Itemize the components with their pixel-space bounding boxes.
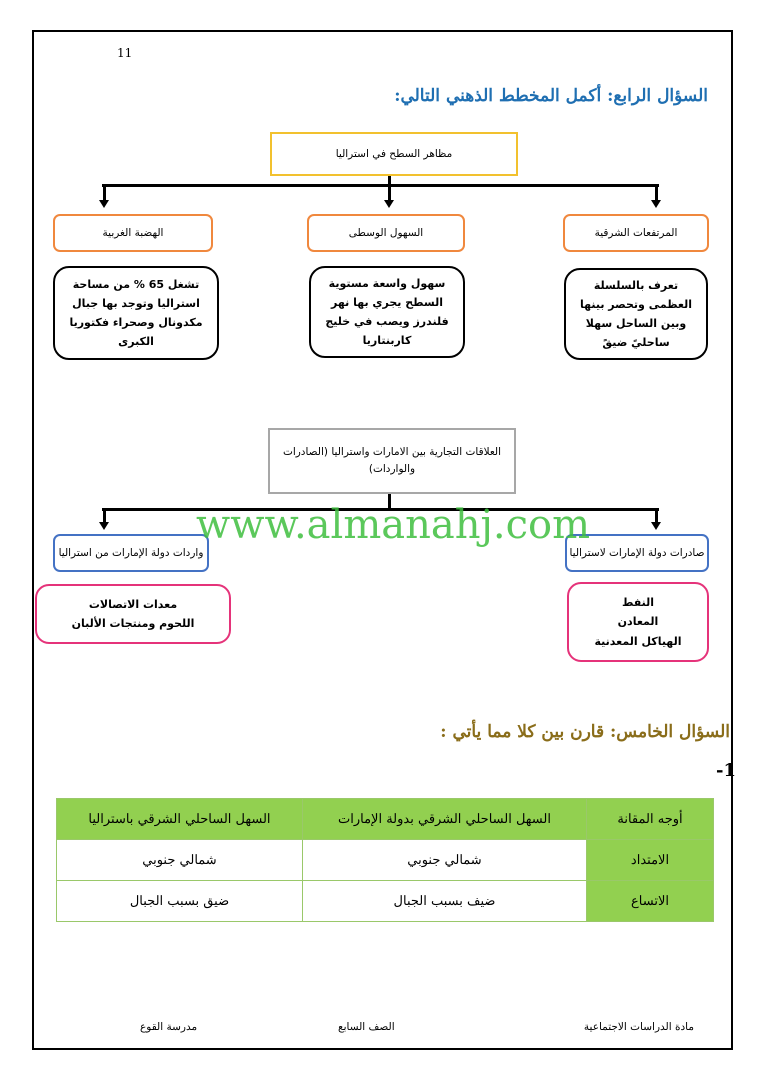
table-header-cell: السهل الساحلي الشرقي بدولة الإمارات	[302, 799, 586, 840]
map1-branch-title: المرتفعات الشرقية	[563, 214, 709, 252]
map2-branch-title: صادرات دولة الإمارات لاستراليا	[565, 534, 709, 572]
map1-branch-detail: تشغل 65 % من مساحة استراليا وتوجد بها جبال مكدونال وصحراء فكتوريا الكبرى	[53, 266, 219, 360]
table-row-label: الاتساع	[587, 881, 714, 922]
arrow-down-icon	[384, 200, 394, 208]
arrow-down-icon	[99, 522, 109, 530]
footer-grade: الصف السابع	[338, 1021, 395, 1033]
table-cell: ضيق بسبب الجبال	[57, 881, 303, 922]
watermark-text: www.almanahj.com	[196, 502, 591, 548]
list-item: النفط	[621, 596, 655, 610]
footer-subject: مادة الدراسات الاجتماعية	[583, 1021, 694, 1033]
table-header-cell: السهل الساحلي الشرقي باستراليا	[57, 799, 303, 840]
map2-branch-items	[567, 582, 709, 662]
arrow-down-icon	[651, 200, 661, 208]
map1-branch-title: الهضبة الغربية	[53, 214, 213, 252]
map1-branch-detail: تعرف بالسلسلة العظمى وتحصر بينها وبين الساحل سهلا ساحليً ضيقً	[564, 268, 708, 360]
map1-root-box: مظاهر السطح في استراليا	[270, 132, 518, 176]
list-item: اللحوم ومنتجات الألبان	[71, 617, 195, 630]
arrow-down-icon	[651, 522, 661, 530]
list-item: معدات الاتصالات	[88, 597, 178, 611]
map1-connector-right	[655, 185, 658, 201]
map2-branch-items	[35, 584, 231, 644]
table-row-label: الامتداد	[587, 840, 714, 881]
map1-connector-middle	[388, 185, 391, 201]
list-item: الهياكل المعدنية	[594, 634, 682, 648]
map2-branch-title: واردات دولة الإمارات من استراليا	[53, 534, 209, 572]
table-cell: شمالي جنوبي	[302, 840, 586, 881]
map1-connector-bar	[102, 184, 659, 187]
table-header-row	[57, 799, 714, 840]
table-cell: شمالي جنوبي	[57, 840, 303, 881]
table-row	[57, 881, 714, 922]
map1-branch-title: السهول الوسطى	[307, 214, 465, 252]
item-number: 1-	[716, 760, 737, 781]
table-header-cell: أوجه المقانة	[587, 799, 714, 840]
page-number: 11	[117, 46, 133, 60]
map1-branch-detail: سهول واسعة مستوية السطح يجري بها نهر فلندرز ويصب في خليج كاربنتاريا	[309, 266, 465, 358]
map1-connector-left	[103, 185, 106, 201]
footer-school: مدرسة القوع	[140, 1021, 198, 1033]
map2-root-box: العلاقات التجارية بين الامارات واستراليا (الصادرات والواردات)	[268, 428, 516, 494]
list-item: المعادن	[617, 615, 659, 629]
table-row	[57, 840, 714, 881]
question-five-heading: السؤال الخامس: قارن بين كلا مما يأتي :	[440, 722, 730, 742]
question-four-heading: السؤال الرابع: أكمل المخطط الذهني التالي:	[394, 86, 708, 106]
table-cell: ضيف بسبب الجبال	[302, 881, 586, 922]
arrow-down-icon	[99, 200, 109, 208]
comparison-table	[56, 798, 714, 922]
